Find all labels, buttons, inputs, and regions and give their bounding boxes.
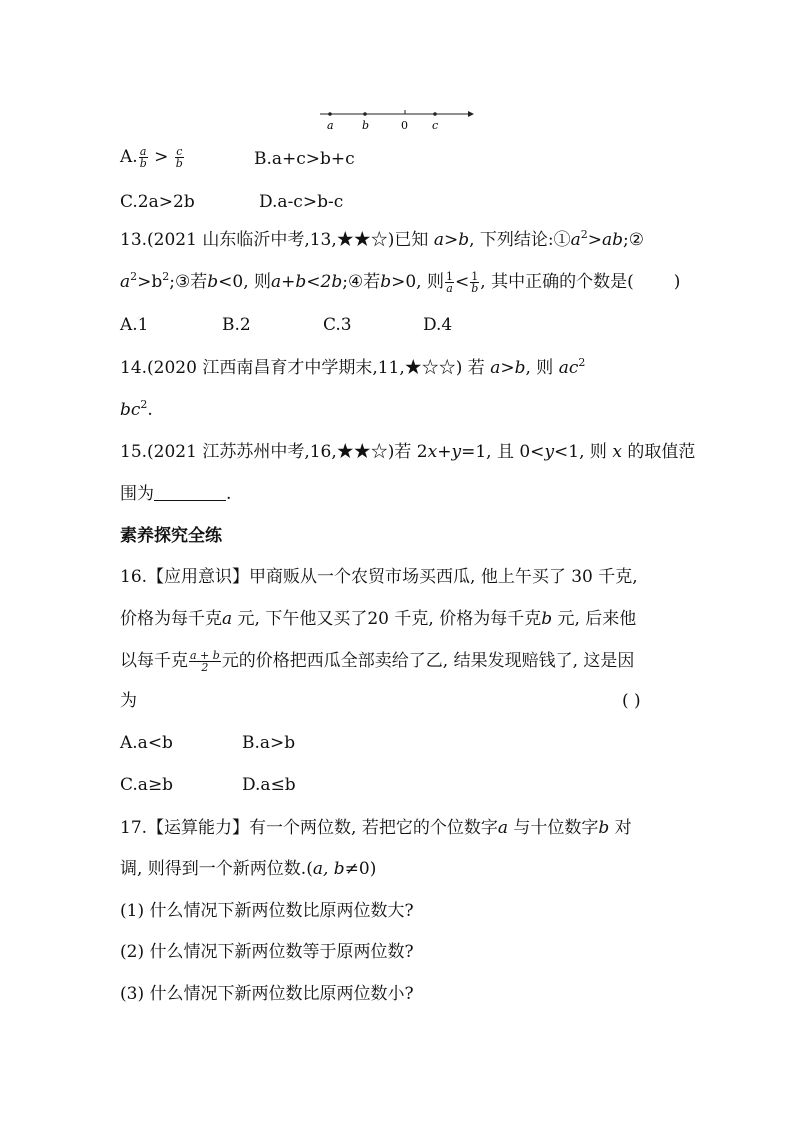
q13-line-1: 13.(2021 山东临沂中考,13,★★☆)已知 a>b, 下列结论$:①a^2>ab;②$ bbox=[120, 228, 645, 250]
q16-line-3: 以每千克 $\frac{a + b}{2}$ 元的价格把西瓜全部卖给了乙, 结果发现赔钱了, 这是因 bbox=[120, 649, 635, 674]
q17-sub-question-1: (1) 什么情况下新两位数比原两位数大? bbox=[120, 901, 414, 921]
point-b bbox=[363, 112, 367, 116]
q14-line-2: $bc^2$. bbox=[120, 398, 153, 420]
q12-option-a-operator: > bbox=[154, 147, 169, 167]
q12-option-d: D.a-c>b-c bbox=[259, 192, 344, 212]
q16-answer-bracket: ( ) bbox=[622, 691, 641, 711]
q13-line-2: $a^2>b^2;③$若b<0, 则a+b<2b;④若b>0, 则 $\frac{1}{a}$ < $\frac{1}{b}$ , 其中正确的个数是( ) bbox=[120, 270, 681, 295]
label-c: c bbox=[432, 119, 439, 132]
q17-line-2: 调, 则得到一个新两位数.(a, b≠0) bbox=[120, 859, 377, 879]
section-title: 素养探究全练 bbox=[120, 526, 222, 546]
q12-option-a-fraction-2: $\frac{c}{b}$ bbox=[175, 145, 183, 170]
q17-sub-question-3: (3) 什么情况下新两位数比原两位数小? bbox=[120, 984, 414, 1004]
q15-line-2: 围为 . bbox=[120, 484, 232, 504]
number-line-figure bbox=[318, 104, 478, 134]
q16-option-c: C.a≥b bbox=[120, 775, 174, 795]
q16-option-d: D.a≤b bbox=[242, 775, 296, 795]
q17-sub-question-2: (2) 什么情况下新两位数等于原两位数? bbox=[120, 942, 414, 962]
q15-line-1: 15.(2021 江苏苏州中考,16,★★☆)若 2x+y=1, 且 0<y<1, 则 x 的取值范 bbox=[120, 442, 696, 462]
q13-option-a: A.1 bbox=[120, 315, 149, 335]
q12-option-a bbox=[120, 146, 185, 169]
q13-option-c: C.3 bbox=[323, 315, 352, 335]
q16-line-2: 价格为每千克a 元, 下午他又买了20 千克, 价格为每千克b 元, 后来他 bbox=[120, 609, 637, 629]
q13-fraction-1-over-a: $\frac{1}{a}$ bbox=[445, 270, 453, 295]
q13-option-d: D.4 bbox=[423, 315, 453, 335]
q12-option-a-fraction-1: $\frac{a}{b}$ bbox=[139, 145, 147, 170]
q12-option-c: C.2a>2b bbox=[120, 192, 195, 212]
q16-line-1: 16.【应用意识】甲商贩从一个农贸市场买西瓜, 他上午买了 30 千克, bbox=[120, 567, 638, 587]
label-a: a bbox=[327, 119, 334, 132]
q13-option-b: B.2 bbox=[222, 315, 251, 335]
q17-line-1: 17.【运算能力】有一个两位数, 若把它的个位数字a 与十位数字b 对 bbox=[120, 818, 632, 838]
label-b: b bbox=[362, 119, 370, 132]
number-line-arrow bbox=[468, 111, 474, 117]
q16-line-4: 为 bbox=[120, 691, 137, 711]
q12-option-a-prefix: A. bbox=[120, 147, 138, 167]
q16-fraction: $\frac{a + b}{2}$ bbox=[190, 649, 220, 674]
point-c bbox=[433, 112, 437, 116]
q12-option-b: B.a+c>b+c bbox=[254, 149, 355, 169]
q13-fraction-1-over-b: $\frac{1}{b}$ bbox=[471, 270, 479, 295]
label-zero: 0 bbox=[401, 119, 408, 132]
q15-answer-blank[interactable] bbox=[154, 484, 226, 501]
q16-option-b: B.a>b bbox=[242, 733, 296, 753]
q14-line-1: 14.(2020 江西南昌育才中学期末,11,★☆☆) 若 a>b, 则 $ac^2$ bbox=[120, 356, 586, 378]
point-a bbox=[328, 112, 332, 116]
q16-option-a: A.a<b bbox=[120, 733, 173, 753]
